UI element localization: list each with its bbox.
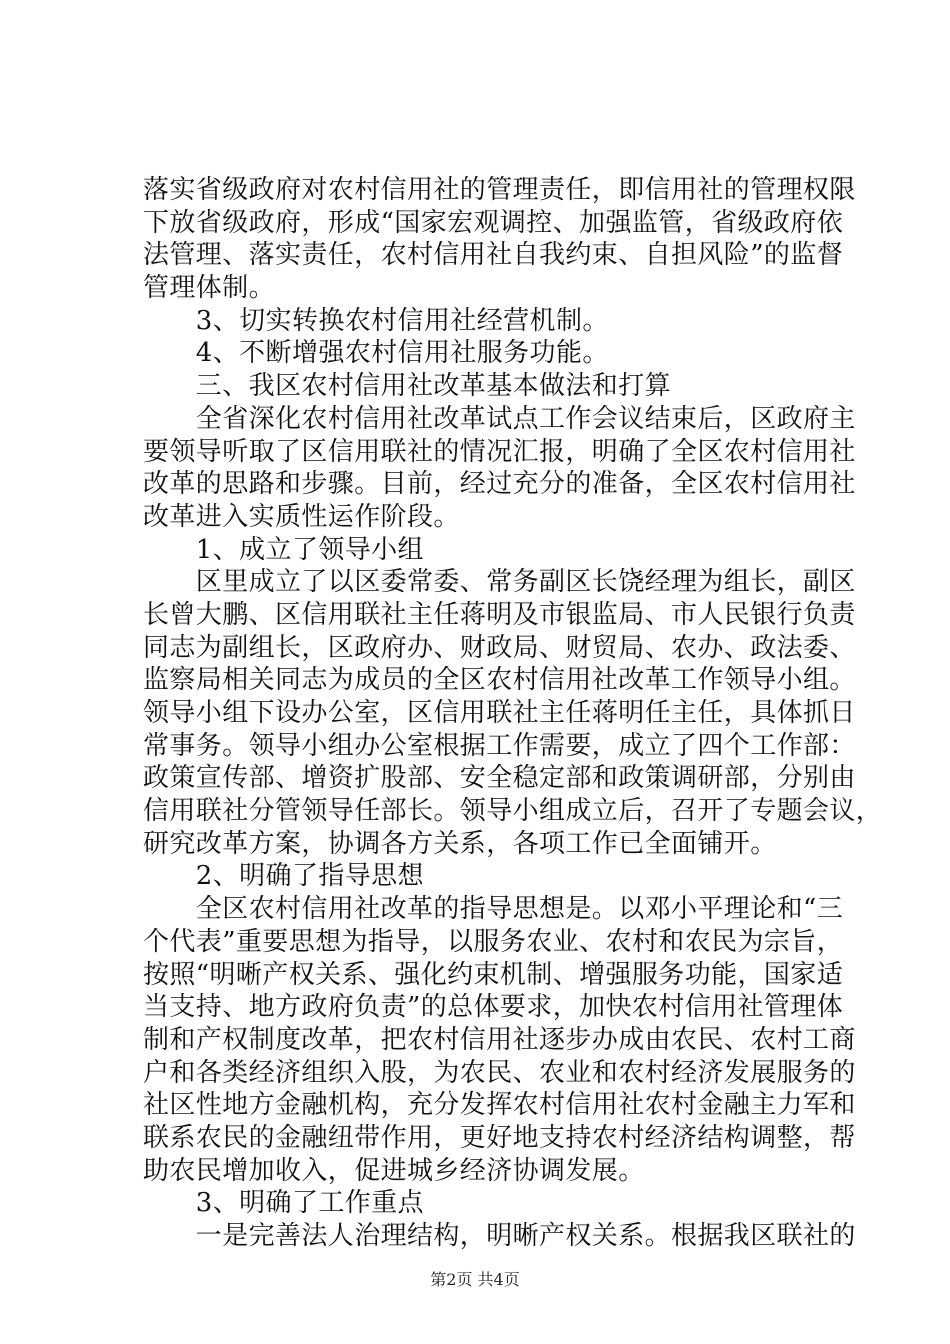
text-line: 户和各类经济组织入股，为农民、农业和农村经济发展服务的 [143,1057,856,1088]
text-line: 4、不断增强农村信用社服务功能。 [143,338,609,369]
text-line: 一是完善法人治理结构，明晰产权关系。根据我区联社的 [143,1221,856,1251]
text-line: 常事务。领导小组办公室根据工作需要，成立了四个工作部： [143,730,856,761]
text-line: 社区性地方金融机构，充分发挥农村信用社农村金融主力军和 [143,1090,856,1121]
subsection-heading: 1、成立了领导小组 [143,534,424,565]
text-line: 联系农民的金融纽带作用，更好地支持农村经济结构调整，帮 [143,1122,856,1153]
text-line: 全省深化农村信用社改革试点工作会议结束后，区政府主 [143,403,856,434]
text-line: 制和产权制度改革，把农村信用社逐步办成由农民、农村工商 [143,1024,856,1055]
text-line: 同志为副组长，区政府办、财政局、财贸局、农办、政法委、 [143,632,856,663]
subsection-heading: 3、明确了工作重点 [143,1188,424,1219]
body-paragraph [143,174,883,1253]
text-line: 改革进入实质性运作阶段。 [143,501,460,532]
text-line: 法管理、落实责任，农村信用社自我约束、自担风险”的监督 [143,240,844,271]
document-body [143,174,883,1253]
text-line: 监察局相关同志为成员的全区农村信用社改革工作领导小组。 [143,665,856,696]
text-line: 全区农村信用社改革的指导思想是。以邓小平理论和“三 [143,894,844,925]
text-line: 研究改革方案，协调各方关系，各项工作已全面铺开。 [143,828,777,859]
text-line: 领导小组下设办公室，区信用联社主任蒋明任主任，具体抓日 [143,698,856,728]
text-line: 改革的思路和步骤。目前，经过充分的准备，全区农村信用社 [143,469,856,500]
text-line: 要领导听取了区信用联社的情况汇报，明确了全区农村信用社 [143,436,856,467]
text-line: 个代表”重要思想为指导，以服务农业、农村和农民为宗旨， [143,926,844,957]
text-line: 落实省级政府对农村信用社的管理责任，即信用社的管理权限 [143,175,856,205]
page-footer [0,1270,950,1290]
text-line: 区里成立了以区委常委、常务副区长饶经理为组长，副区 [143,567,856,598]
section-heading: 三、我区农村信用社改革基本做法和打算 [143,371,672,402]
text-line: 助农民增加收入，促进城乡经济协调发展。 [143,1155,645,1186]
text-line: 按照“明晰产权关系、强化约束机制、增强服务功能，国家适 [143,959,844,990]
text-line: 长曾大鹏、区信用联社主任蒋明及市银监局、市人民银行负责 [143,599,856,630]
text-line: 3、切实转换农村信用社经营机制。 [143,305,609,336]
text-line: 当支持、地方政府负责”的总体要求，加快农村信用社管理体 [143,992,844,1023]
text-line: 管理体制。 [143,273,276,304]
text-line: 下放省级政府，形成“国家宏观调控、加强监管，省级政府依 [143,207,844,238]
page-number-label: 第2页 共4页 [430,1270,520,1289]
subsection-heading: 2、明确了指导思想 [143,861,424,892]
text-line: 信用联社分管领导任部长。领导小组成立后，召开了专题会议， [143,796,883,827]
text-line: 政策宣传部、增资扩股部、安全稳定部和政策调研部，分别由 [143,763,856,794]
